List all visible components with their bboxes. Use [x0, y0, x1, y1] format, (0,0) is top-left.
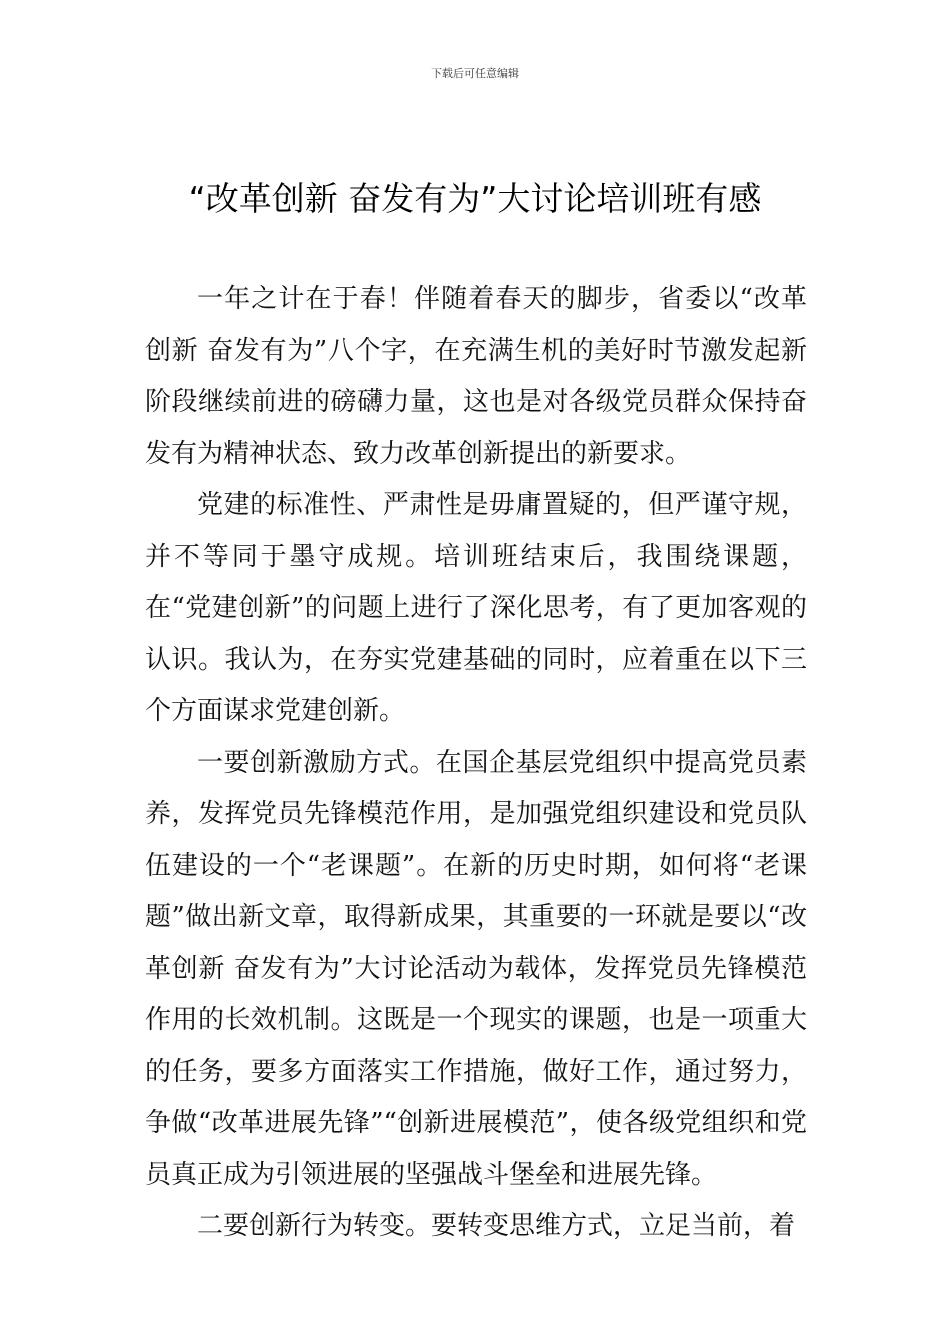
document-body: [145, 274, 807, 1253]
paragraph-1: 一年之计在于春！伴随着春天的脚步，省委以“改革创新 奋发有为”八个字，在充满生机的美好时节激发起新阶段继续前进的磅礴力量，这也是对各级党员群众保持奋发有为精神状态、致力改革创新提出的新要求。: [145, 284, 807, 469]
paragraph-3: 一要创新激励方式。在国企基层党组织中提高党员素养，发挥党员先锋模范作用，是加强党组织建设和党员队伍建设的一个“老课题”。在新的历史时期，如何将“老课题”做出新文章，取得新成果，其重要的一环就是要以“改革创新 奋发有为”大讨论活动为载体，发挥党员先锋模范作用的长效机制。这既是一个现实的课题，也是一项重大的任务，要多方面落实工作措施，做好工作，通过努力，争做“改革进展先锋”“创新进展模范”，使各级党组织和党员真正成为引领进展的坚强战斗堡垒和进展先锋。: [145, 747, 807, 1190]
paragraph-2: 党建的标准性、严肃性是毋庸置疑的，但严谨守规，并不等同于墨守成规。培训班结束后，我围绕课题，在“党建创新”的问题上进行了深化思考，有了更加客观的认识。我认为，在夯实党建基础的同时，应着重在以下三个方面谋求党建创新。: [145, 490, 807, 726]
page-header-note: 下载后可任意编辑: [431, 67, 519, 80]
document-title: “改革创新 奋发有为”大讨论培训班有感: [188, 179, 762, 218]
paragraph-4: 二要创新行为转变。要转变思维方式，立足当前，着: [197, 1211, 796, 1241]
